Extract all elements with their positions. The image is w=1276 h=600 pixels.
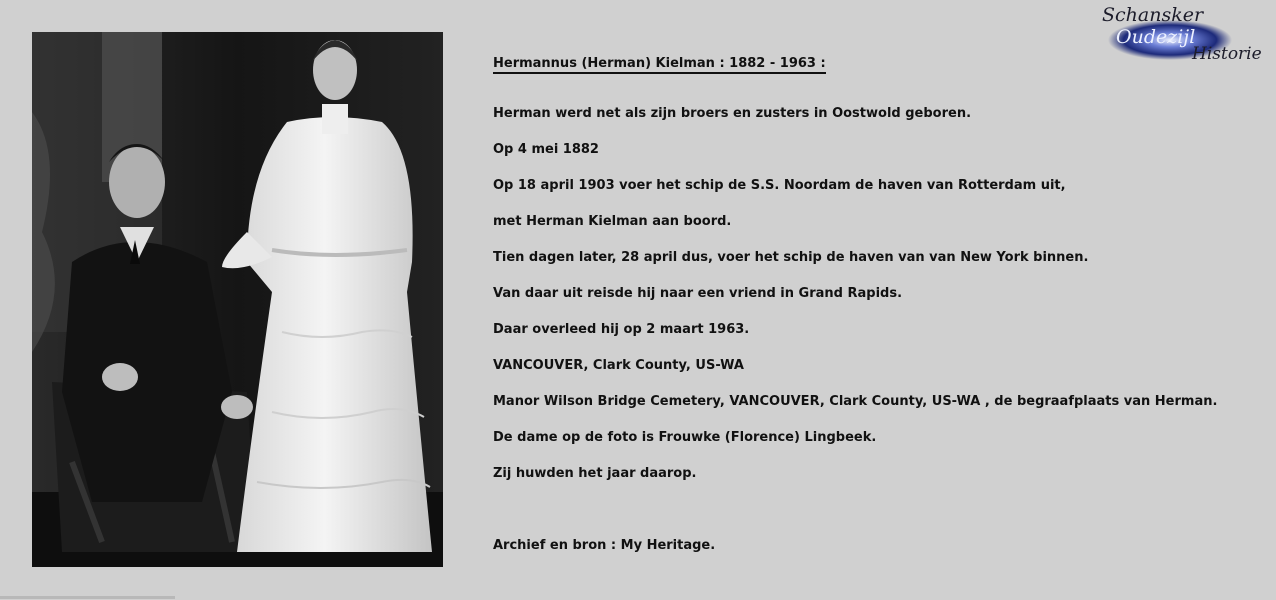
article-title: Hermannus (Herman) Kielman : 1882 - 1963 :	[493, 56, 826, 74]
article	[493, 52, 1233, 553]
couple-photo	[32, 32, 443, 567]
scrollbar-track[interactable]	[0, 596, 175, 599]
article-line: Tien dagen later, 28 april dus, voer het schip de haven van van New York binnen.	[493, 250, 1089, 265]
article-line: Zij huwden het jaar daarop.	[493, 466, 697, 481]
article-line: Manor Wilson Bridge Cemetery, VANCOUVER, Clark County, US-WA , de begraafplaats van Herman.	[493, 394, 1218, 409]
source-line: Archief en bron : My Heritage.	[493, 538, 716, 553]
article-line: Van daar uit reisde hij naar een vriend in Grand Rapids.	[493, 286, 903, 301]
article-line: Daar overleed hij op 2 maart 1963.	[493, 322, 750, 337]
logo-line-1: Schansker	[1102, 4, 1204, 26]
article-line: Op 4 mei 1882	[493, 142, 599, 157]
article-line: Op 18 april 1903 voer het schip de S.S. Noordam de haven van Rotterdam uit,	[493, 178, 1066, 193]
logo-line-3: Historie	[1192, 44, 1262, 64]
article-line: VANCOUVER, Clark County, US-WA	[493, 358, 744, 373]
logo-line-2: Oudezijl	[1116, 26, 1196, 48]
article-line: met Herman Kielman aan boord.	[493, 214, 732, 229]
article-line: Herman werd net als zijn broers en zusters in Oostwold geboren.	[493, 106, 972, 121]
article-line: De dame op de foto is Frouwke (Florence) Lingbeek.	[493, 430, 877, 445]
